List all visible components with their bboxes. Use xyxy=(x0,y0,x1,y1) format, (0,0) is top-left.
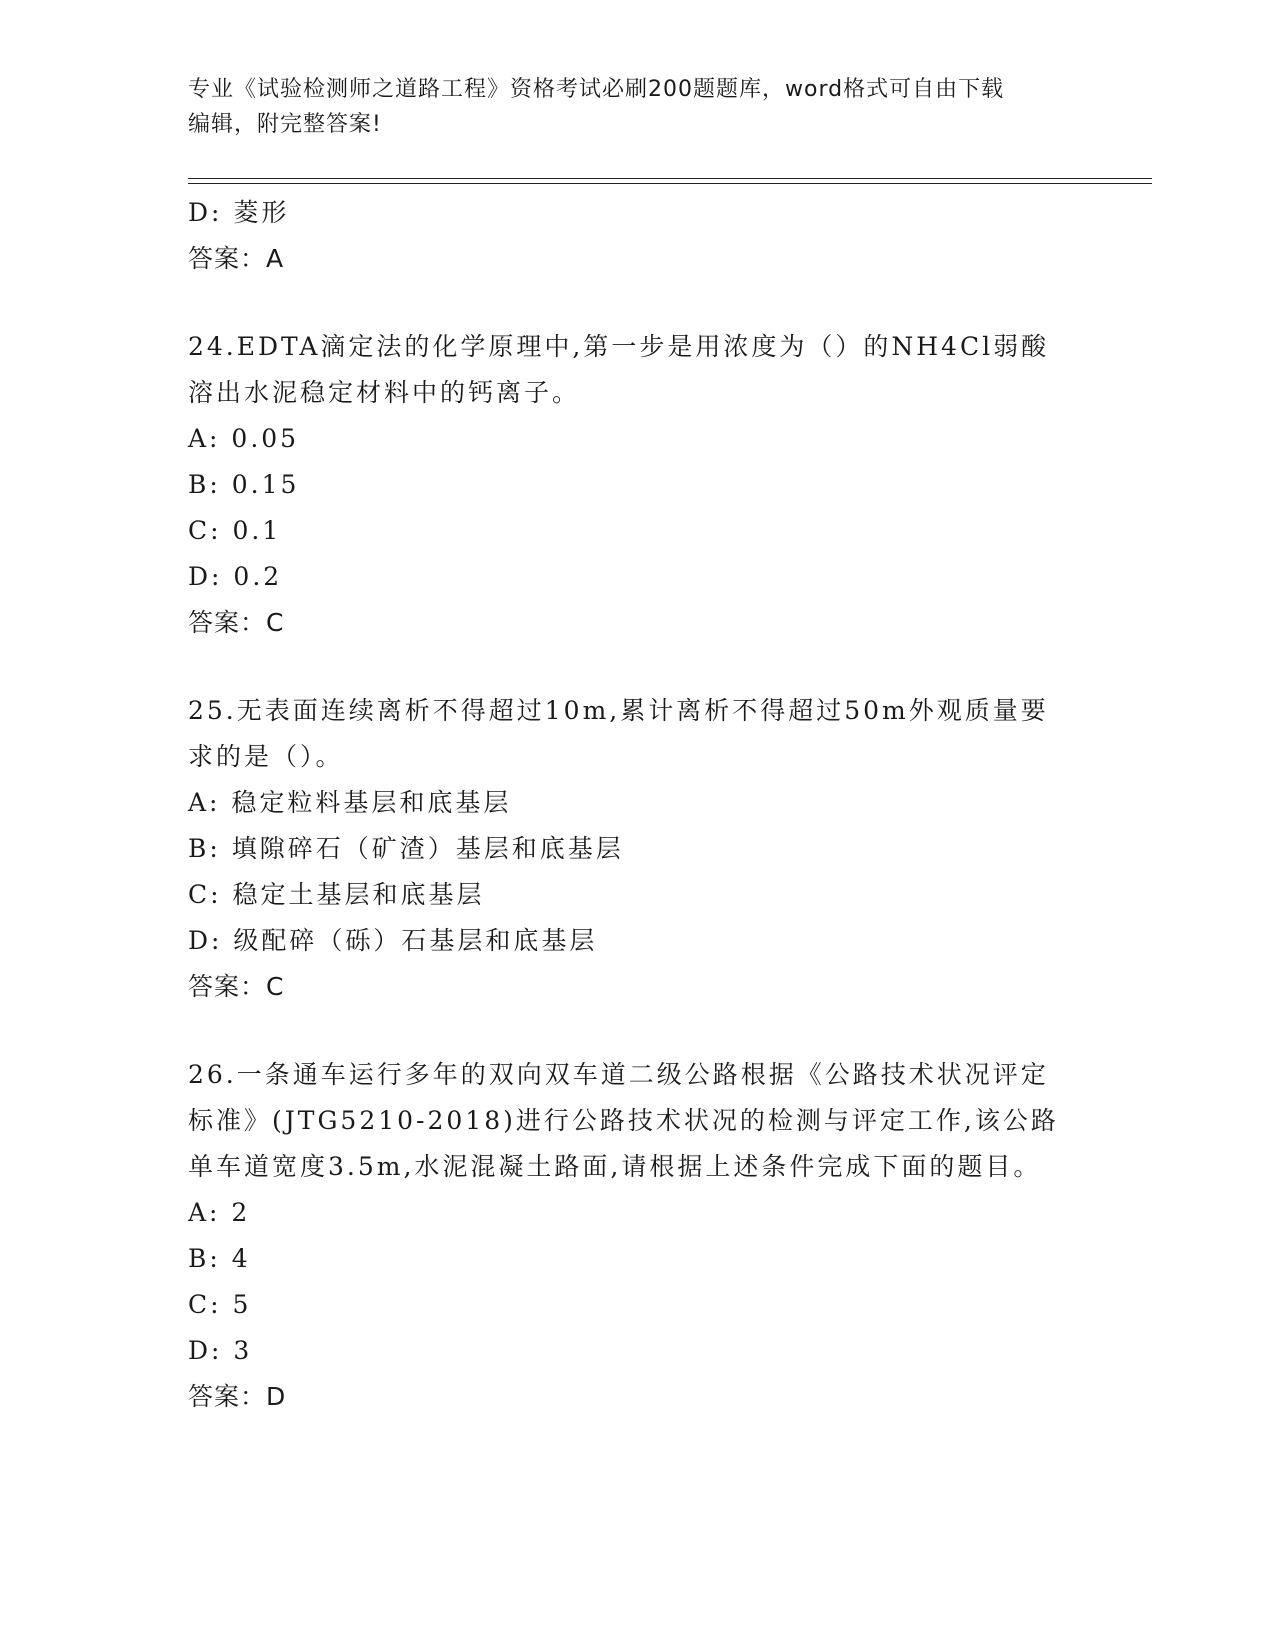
option-c: C: 5 xyxy=(188,1290,252,1319)
spacer xyxy=(188,646,1088,688)
option-a: A: 2 xyxy=(188,1198,251,1227)
header-line-1: 专业《试验检测师之道路工程》资格考试必刷200题题库，word格式可自由下载 xyxy=(188,77,1005,102)
question-26 xyxy=(188,1052,1088,1420)
option-b: B: 填隙碎石（矿渣）基层和底基层 xyxy=(188,834,624,863)
prev-answer: 答案：A xyxy=(188,244,285,273)
header-divider-top xyxy=(188,178,1152,179)
option-c: C: 0.1 xyxy=(188,516,282,545)
option-c: C: 稳定土基层和底基层 xyxy=(188,880,485,909)
option-a: A: 0.05 xyxy=(188,424,300,453)
prev-option-d: D: 菱形 xyxy=(188,198,290,227)
spacer xyxy=(188,1010,1088,1052)
question-text: 26.一条通车运行多年的双向双车道二级公路根据《公路技术状况评定标准》(JTG5210-2018)进行公路技术状况的检测与评定工作,该公路单车道宽度3.5m,水泥混凝土路面,请根据上述条件完成下面的题目。 xyxy=(188,1060,1059,1181)
answer: 答案：C xyxy=(188,972,285,1001)
option-d: D: 级配碎（砾）石基层和底基层 xyxy=(188,926,598,955)
question-content xyxy=(188,190,1088,1420)
option-d: D: 3 xyxy=(188,1336,253,1365)
spacer xyxy=(188,282,1088,324)
question-text: 25.无表面连续离析不得超过10m,累计离析不得超过50m外观质量要求的是（）。 xyxy=(188,696,1049,771)
question-24 xyxy=(188,324,1088,646)
question-25 xyxy=(188,688,1088,1010)
header-divider-bottom xyxy=(188,183,1152,184)
document-header xyxy=(188,72,1068,142)
answer: 答案：D xyxy=(188,1382,287,1411)
option-b: B: 0.15 xyxy=(188,470,300,499)
question-text: 24.EDTA滴定法的化学原理中,第一步是用浓度为（）的NH4Cl弱酸溶出水泥稳定材料中的钙离子。 xyxy=(188,332,1050,407)
answer: 答案：C xyxy=(188,608,285,637)
option-a: A: 稳定粒料基层和底基层 xyxy=(188,788,512,817)
header-line-2: 编辑，附完整答案! xyxy=(188,112,382,137)
option-b: B: 4 xyxy=(188,1244,251,1273)
option-d: D: 0.2 xyxy=(188,562,283,591)
